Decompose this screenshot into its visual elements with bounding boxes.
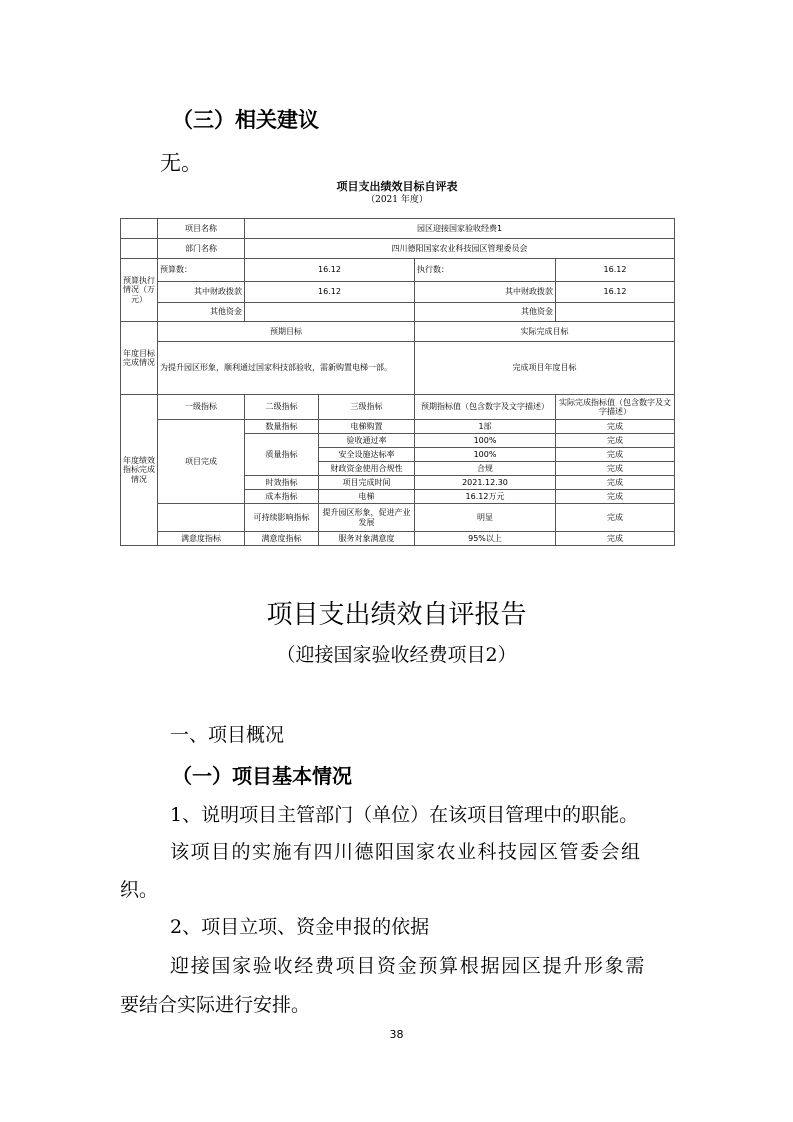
expected-cell: 明显	[415, 504, 556, 532]
expected-cell: 100%	[415, 448, 556, 462]
section-text: 无。	[160, 151, 202, 175]
dept-label: 部门名称	[158, 239, 245, 259]
level2-cell: 满意度指标	[245, 532, 319, 546]
actual-cell: 完成	[556, 476, 675, 490]
level3-cell: 电梯购置	[319, 420, 415, 434]
performance-table	[120, 211, 675, 546]
actual-cell: 完成	[556, 462, 675, 476]
level3-cell: 财政资金使用合规性	[319, 462, 415, 476]
header-actual: 实际完成指标值（包含数字及文字描述）	[556, 395, 675, 420]
table-year: （2021 年度）	[366, 195, 428, 205]
overview-heading: 一、项目概况	[170, 724, 285, 746]
level3-cell: 验收通过率	[319, 434, 415, 448]
header-level2: 二级指标	[245, 395, 319, 420]
header-level1: 一级指标	[158, 395, 245, 420]
fiscal-value-right: 16.12	[556, 282, 675, 303]
fiscal-label-right: 其中财政拨款	[415, 282, 556, 303]
goal-expected: 为提升园区形象，顺利通过国家科技部验收，需新购置电梯一部。	[158, 342, 415, 395]
section-heading: （三）相关建议	[172, 108, 319, 132]
expected-cell: 95%以上	[415, 532, 556, 546]
actual-cell: 完成	[556, 504, 675, 532]
dept-name: 四川德阳国家农业科技园区管理委员会	[245, 239, 675, 259]
goal-actual-label: 实际完成目标	[415, 322, 675, 342]
fiscal-value-left: 16.12	[245, 282, 415, 303]
header-expected: 预期指标值（包含数字及文字描述）	[415, 395, 556, 420]
budget-value: 16.12	[245, 259, 415, 282]
actual-cell: 完成	[556, 490, 675, 504]
goal-expected-label: 预期目标	[158, 322, 415, 342]
actual-cell: 完成	[556, 532, 675, 546]
goal-group-label: 年度目标完成情况	[121, 322, 158, 395]
actual-cell: 完成	[556, 448, 675, 462]
item2-text-line1: 迎接国家验收经费项目资金预算根据园区提升形象需	[170, 955, 647, 977]
level3-cell: 安全设施达标率	[319, 448, 415, 462]
level1-satisfaction: 满意度指标	[158, 532, 245, 546]
report-subtitle: （迎接国家验收经费项目2）	[276, 644, 517, 666]
fiscal-label-left: 其中财政拨款	[158, 282, 245, 303]
expected-cell: 16.12万元	[415, 490, 556, 504]
level3-cell: 服务对象满意度	[319, 532, 415, 546]
level2-cell: 数量指标	[245, 420, 319, 434]
item2-heading: 2、项目立项、资金申报的依据	[170, 916, 430, 938]
level3-cell: 项目完成时间	[319, 476, 415, 490]
other-label-left: 其他资金	[158, 303, 245, 322]
item1-text-line1: 该项目的实施有四川德阳国家农业科技园区管委会组	[170, 841, 642, 863]
basic-info-heading: （一）项目基本情况	[172, 764, 352, 788]
budget-group-label: 预算执行情况（万元）	[121, 259, 158, 322]
project-name: 园区迎接国家验收经费1	[245, 219, 675, 239]
actual-cell: 完成	[556, 434, 675, 448]
indicator-group-label: 年度绩效指标完成情况	[121, 395, 158, 546]
level2-cell: 时效指标	[245, 476, 319, 490]
expected-cell: 合规	[415, 462, 556, 476]
expected-cell: 2021.12.30	[415, 476, 556, 490]
header-level3: 三级指标	[319, 395, 415, 420]
project-name-label: 项目名称	[158, 219, 245, 239]
actual-cell: 完成	[556, 420, 675, 434]
level3-cell: 提升园区形象，促进产业发展	[319, 504, 415, 532]
level3-cell: 电梯	[319, 490, 415, 504]
level1-output: 项目完成	[158, 420, 245, 504]
other-label-right: 其他资金	[415, 303, 556, 322]
item1-heading: 1、说明项目主管部门（单位）在该项目管理中的职能。	[170, 804, 639, 826]
table-title: 项目支出绩效目标自评表	[336, 180, 458, 193]
budget-label: 预算数：	[158, 259, 245, 282]
report-title: 项目支出绩效自评报告	[266, 600, 527, 630]
exec-value: 16.12	[556, 259, 675, 282]
page-number: 38	[389, 1028, 404, 1041]
goal-actual: 完成项目年度目标	[415, 342, 675, 395]
expected-cell: 1部	[415, 420, 556, 434]
level2-cell: 质量指标	[245, 434, 319, 476]
level2-cell: 成本指标	[245, 490, 319, 504]
item1-text-line2: 织。	[120, 879, 159, 901]
expected-cell: 100%	[415, 434, 556, 448]
exec-label: 执行数：	[415, 259, 556, 282]
item2-text-line2: 要结合实际进行安排。	[120, 994, 311, 1016]
level2-cell: 可持续影响指标	[245, 504, 319, 532]
